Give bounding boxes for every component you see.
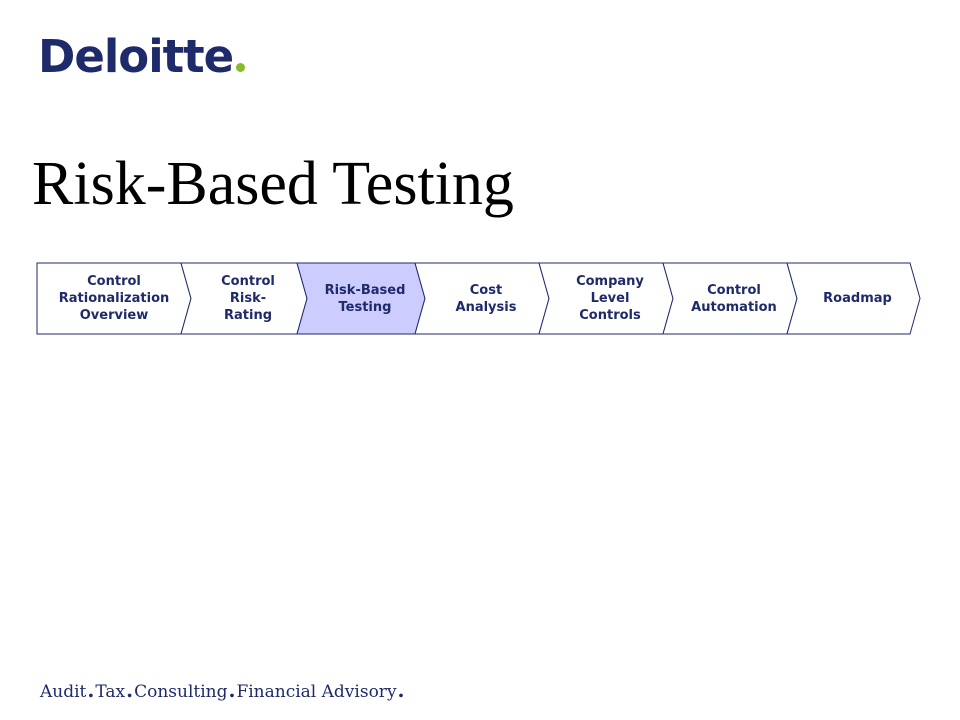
page-title: Risk-Based Testing (32, 150, 514, 218)
process-step-cost-analysis: Cost Analysis (455, 282, 517, 315)
process-step-risk-rating: Control Risk- Rating (221, 274, 275, 323)
footer-separator: . (397, 678, 405, 702)
footer-separator: . (126, 678, 134, 702)
process-step-risk-based-testing: Risk-Based Testing (324, 282, 406, 315)
footer-separator: . (228, 678, 236, 702)
process-step-company-level-controls: Company Level Controls (576, 274, 644, 323)
footer-item-audit: Audit (40, 682, 87, 702)
process-step-control-automation: Control Automation (691, 282, 777, 315)
footer-item-financial-advisory: Financial Advisory (236, 682, 397, 702)
footer-tagline (40, 678, 406, 702)
footer-separator: . (87, 678, 95, 702)
process-step-roadmap: Roadmap (823, 291, 892, 306)
logo-text: Deloitte (38, 30, 234, 83)
footer-item-tax: Tax (95, 682, 126, 702)
footer-item-consulting: Consulting (134, 682, 228, 702)
process-step-overview: Control Rationalization Overview (58, 274, 170, 323)
